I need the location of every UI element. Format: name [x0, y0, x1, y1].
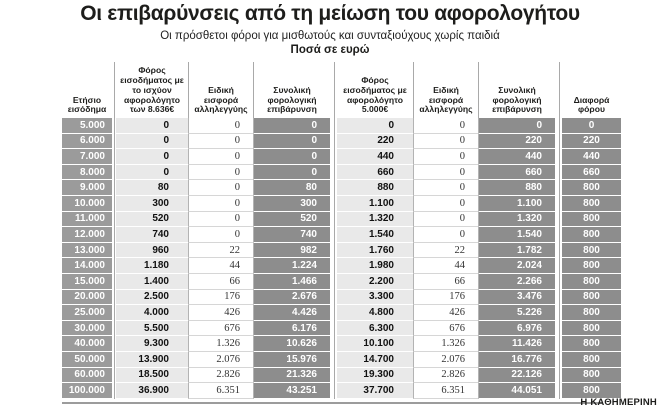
column-gap — [330, 274, 337, 290]
table-cell-col6: 6.976 — [479, 321, 555, 337]
table-cell-col1: 1.400 — [116, 274, 188, 290]
table-cell-col1: 300 — [116, 196, 188, 212]
column-gap — [555, 368, 562, 384]
table-row — [62, 383, 621, 399]
table-cell-col4: 19.300 — [337, 368, 413, 384]
table-row — [62, 165, 621, 181]
table-cell-col7: 800 — [562, 336, 621, 352]
table-cell-col5: 176 — [413, 290, 479, 306]
table-cell-col0: 5.000 — [62, 118, 112, 134]
column-gap — [330, 165, 337, 181]
table-cell-col3: 300 — [254, 196, 330, 212]
table-row — [62, 212, 621, 228]
table-cell-col0: 8.000 — [62, 165, 112, 181]
column-gap — [330, 305, 337, 321]
table-row — [62, 196, 621, 212]
column-gap — [330, 149, 337, 165]
table-cell-col5: 676 — [413, 321, 479, 337]
column-gap — [112, 290, 116, 306]
table-cell-col5: 6.351 — [413, 383, 479, 399]
table-row — [62, 352, 621, 368]
table-cell-col4: 1.540 — [337, 227, 413, 243]
table-cell-col0: 10.000 — [62, 196, 112, 212]
table-cell-col5: 426 — [413, 305, 479, 321]
table-cell-col4: 660 — [337, 165, 413, 181]
table-cell-col0: 11.000 — [62, 212, 112, 228]
column-gap — [330, 196, 337, 212]
table-cell-col0: 30.000 — [62, 321, 112, 337]
column-gap — [330, 383, 337, 399]
table-cell-col3: 0 — [254, 134, 330, 150]
table-cell-col2: 676 — [188, 321, 254, 337]
table-cell-col4: 220 — [337, 134, 413, 150]
table-cell-col7: 660 — [562, 165, 621, 181]
table-cell-col6: 1.320 — [479, 212, 555, 228]
table-cell-col1: 18.500 — [116, 368, 188, 384]
table-cell-col1: 5.500 — [116, 321, 188, 337]
column-gap — [112, 368, 116, 384]
table-cell-col5: 0 — [413, 134, 479, 150]
table-cell-col2: 0 — [188, 118, 254, 134]
table-cell-col7: 800 — [562, 212, 621, 228]
table-cell-col2: 1.326 — [188, 336, 254, 352]
table-cell-col4: 1.100 — [337, 196, 413, 212]
table-cell-col5: 66 — [413, 274, 479, 290]
table-cell-col0: 100.000 — [62, 383, 112, 399]
table-cell-col4: 3.300 — [337, 290, 413, 306]
column-gap — [112, 305, 116, 321]
table-cell-col2: 2.826 — [188, 368, 254, 384]
table-row — [62, 180, 621, 196]
table-cell-col7: 800 — [562, 290, 621, 306]
table-row — [62, 243, 621, 259]
table-cell-col4: 37.700 — [337, 383, 413, 399]
table-cell-col5: 2.826 — [413, 368, 479, 384]
column-gap — [555, 165, 562, 181]
table-row — [62, 134, 621, 150]
column-gap — [555, 274, 562, 290]
column-gap — [112, 118, 116, 134]
column-gap — [555, 243, 562, 259]
column-header-tax-5000: Φόρος εισοδήματος με αφορολόγητο 5.000€ — [343, 75, 407, 115]
table-cell-col4: 1.980 — [337, 258, 413, 274]
column-gap — [330, 243, 337, 259]
table-cell-col7: 800 — [562, 321, 621, 337]
table-cell-col3: 0 — [254, 165, 330, 181]
table-cell-col4: 440 — [337, 149, 413, 165]
column-header-solidarity-levy-2: Ειδική εισφορά αλληλεγγύης — [413, 62, 479, 118]
table-cell-col6: 16.776 — [479, 352, 555, 368]
column-gap — [330, 368, 337, 384]
table-cell-col7: 800 — [562, 383, 621, 399]
table-cell-col0: 50.000 — [62, 352, 112, 368]
table-cell-col0: 40.000 — [62, 336, 112, 352]
column-gap — [112, 321, 116, 337]
table-cell-col0: 15.000 — [62, 274, 112, 290]
column-gap — [112, 196, 116, 212]
column-gap — [330, 336, 337, 352]
table-cell-col4: 0 — [337, 118, 413, 134]
table-cell-col3: 2.676 — [254, 290, 330, 306]
table-cell-col7: 800 — [562, 305, 621, 321]
table-cell-col6: 440 — [479, 149, 555, 165]
column-header-tax-current-8636: Φόρος εισοδήματος με το ισχύον αφορολόγητο των 8.636€ — [120, 65, 184, 115]
page-title: Οι επιβαρύνσεις από τη μείωση του αφορολογήτου — [80, 2, 580, 25]
table-cell-col5: 0 — [413, 180, 479, 196]
column-gap — [112, 180, 116, 196]
column-gap — [112, 336, 116, 352]
column-gap — [112, 352, 116, 368]
table-cell-col3: 1.466 — [254, 274, 330, 290]
column-gap — [555, 352, 562, 368]
footer-divider — [62, 402, 602, 404]
column-gap — [555, 321, 562, 337]
table-cell-col3: 1.224 — [254, 258, 330, 274]
column-gap — [555, 149, 562, 165]
table-cell-col6: 660 — [479, 165, 555, 181]
table-cell-col1: 9.300 — [116, 336, 188, 352]
table-cell-col0: 7.000 — [62, 149, 112, 165]
table-cell-col3: 982 — [254, 243, 330, 259]
column-gap — [330, 227, 337, 243]
column-gap — [555, 336, 562, 352]
table-cell-col0: 9.000 — [62, 180, 112, 196]
table-cell-col2: 66 — [188, 274, 254, 290]
table-row — [62, 227, 621, 243]
table-cell-col5: 1.326 — [413, 336, 479, 352]
table-cell-col4: 6.300 — [337, 321, 413, 337]
table-cell-col5: 0 — [413, 227, 479, 243]
table-cell-col1: 960 — [116, 243, 188, 259]
table-cell-col3: 520 — [254, 212, 330, 228]
table-cell-col6: 1.100 — [479, 196, 555, 212]
table-cell-col3: 80 — [254, 180, 330, 196]
table-row — [62, 368, 621, 384]
table-cell-col5: 0 — [413, 196, 479, 212]
column-gap — [555, 305, 562, 321]
column-gap — [112, 149, 116, 165]
table-cell-col5: 2.076 — [413, 352, 479, 368]
table-cell-col6: 880 — [479, 180, 555, 196]
table-cell-col1: 13.900 — [116, 352, 188, 368]
table-cell-col4: 880 — [337, 180, 413, 196]
table-cell-col1: 1.180 — [116, 258, 188, 274]
table-cell-col0: 6.000 — [62, 134, 112, 150]
column-header-tax-difference: Διαφορά φόρου — [573, 94, 610, 115]
table-cell-col3: 10.626 — [254, 336, 330, 352]
table-cell-col5: 0 — [413, 118, 479, 134]
table-cell-col6: 11.426 — [479, 336, 555, 352]
column-gap — [330, 290, 337, 306]
column-gap — [112, 383, 116, 399]
column-gap — [330, 212, 337, 228]
table-row — [62, 118, 621, 134]
column-gap — [555, 134, 562, 150]
column-gap — [555, 258, 562, 274]
table-cell-col1: 0 — [116, 165, 188, 181]
table-cell-col2: 0 — [188, 180, 254, 196]
table-cell-col0: 12.000 — [62, 227, 112, 243]
column-header-total-burden-2: Συνολική φορολογική επιβάρυνση — [492, 84, 542, 115]
table-cell-col6: 22.126 — [479, 368, 555, 384]
table-cell-col1: 2.500 — [116, 290, 188, 306]
table-row — [62, 149, 621, 165]
tax-table — [62, 62, 621, 399]
table-cell-col1: 740 — [116, 227, 188, 243]
table-cell-col0: 60.000 — [62, 368, 112, 384]
table-cell-col4: 4.800 — [337, 305, 413, 321]
table-cell-col2: 2.076 — [188, 352, 254, 368]
table-cell-col3: 21.326 — [254, 368, 330, 384]
table-cell-col7: 800 — [562, 352, 621, 368]
units-label: Ποσά σε ευρώ — [290, 44, 370, 56]
table-cell-col7: 800 — [562, 274, 621, 290]
table-cell-col2: 22 — [188, 243, 254, 259]
table-cell-col3: 6.176 — [254, 321, 330, 337]
table-cell-col3: 4.426 — [254, 305, 330, 321]
table-row — [62, 336, 621, 352]
table-cell-col4: 14.700 — [337, 352, 413, 368]
table-cell-col2: 0 — [188, 149, 254, 165]
table-cell-col6: 220 — [479, 134, 555, 150]
table-cell-col1: 0 — [116, 134, 188, 150]
column-gap — [330, 180, 337, 196]
table-cell-col6: 2.024 — [479, 258, 555, 274]
table-cell-col6: 1.540 — [479, 227, 555, 243]
table-cell-col4: 10.100 — [337, 336, 413, 352]
table-cell-col7: 800 — [562, 196, 621, 212]
column-gap — [112, 227, 116, 243]
table-cell-col7: 440 — [562, 149, 621, 165]
column-gap — [555, 180, 562, 196]
column-gap — [555, 212, 562, 228]
table-header-row — [62, 62, 621, 118]
table-cell-col6: 3.476 — [479, 290, 555, 306]
table-cell-col3: 15.976 — [254, 352, 330, 368]
table-cell-col2: 0 — [188, 134, 254, 150]
table-cell-col2: 0 — [188, 165, 254, 181]
table-cell-col7: 800 — [562, 243, 621, 259]
table-cell-col2: 0 — [188, 212, 254, 228]
table-cell-col1: 520 — [116, 212, 188, 228]
column-gap — [112, 243, 116, 259]
column-header-total-burden-1: Συνολική φορολογική επιβάρυνση — [267, 84, 317, 115]
column-gap — [112, 258, 116, 274]
column-gap — [555, 227, 562, 243]
column-gap — [555, 196, 562, 212]
table-cell-col3: 740 — [254, 227, 330, 243]
table-cell-col2: 6.351 — [188, 383, 254, 399]
table-cell-col5: 22 — [413, 243, 479, 259]
table-cell-col2: 44 — [188, 258, 254, 274]
table-cell-col4: 1.760 — [337, 243, 413, 259]
table-cell-col7: 800 — [562, 180, 621, 196]
table-cell-col2: 176 — [188, 290, 254, 306]
table-cell-col0: 13.000 — [62, 243, 112, 259]
column-gap — [330, 352, 337, 368]
table-cell-col2: 0 — [188, 196, 254, 212]
column-gap — [112, 274, 116, 290]
column-header-annual-income: Ετήσιο εισόδημα — [67, 94, 107, 115]
table-row — [62, 258, 621, 274]
table-cell-col0: 25.000 — [62, 305, 112, 321]
table-cell-col3: 0 — [254, 149, 330, 165]
table-cell-col1: 0 — [116, 149, 188, 165]
publisher-credit: Η ΚΑΘΗΜΕΡΙΝΗ — [580, 397, 657, 408]
table-cell-col3: 43.251 — [254, 383, 330, 399]
table-cell-col7: 800 — [562, 258, 621, 274]
table-cell-col7: 800 — [562, 227, 621, 243]
table-cell-col5: 0 — [413, 149, 479, 165]
column-gap — [330, 134, 337, 150]
table-cell-col1: 36.900 — [116, 383, 188, 399]
table-cell-col3: 0 — [254, 118, 330, 134]
column-gap — [555, 118, 562, 134]
column-gap — [112, 165, 116, 181]
column-header-solidarity-levy-1: Ειδική εισφορά αλληλεγγύης — [188, 62, 254, 118]
table-cell-col2: 426 — [188, 305, 254, 321]
table-row — [62, 305, 621, 321]
table-cell-col1: 0 — [116, 118, 188, 134]
table-cell-col6: 1.782 — [479, 243, 555, 259]
table-cell-col0: 14.000 — [62, 258, 112, 274]
table-cell-col5: 0 — [413, 165, 479, 181]
table-body — [62, 118, 621, 399]
column-gap — [330, 258, 337, 274]
table-cell-col6: 2.266 — [479, 274, 555, 290]
column-gap — [330, 321, 337, 337]
table-cell-col4: 2.200 — [337, 274, 413, 290]
column-gap — [112, 134, 116, 150]
column-gap — [555, 383, 562, 399]
table-cell-col6: 5.226 — [479, 305, 555, 321]
table-cell-col5: 44 — [413, 258, 479, 274]
table-cell-col2: 0 — [188, 227, 254, 243]
table-cell-col5: 0 — [413, 212, 479, 228]
table-cell-col0: 20.000 — [62, 290, 112, 306]
table-row — [62, 321, 621, 337]
column-gap — [555, 62, 562, 118]
table-row — [62, 290, 621, 306]
table-cell-col4: 1.320 — [337, 212, 413, 228]
table-cell-col7: 220 — [562, 134, 621, 150]
column-gap — [555, 290, 562, 306]
table-cell-col6: 0 — [479, 118, 555, 134]
column-gap — [330, 118, 337, 134]
column-gap — [112, 212, 116, 228]
page-subtitle: Οι πρόσθετοι φόροι για μισθωτούς και συνταξιούχους χωρίς παιδιά — [160, 30, 500, 42]
column-gap — [112, 62, 116, 118]
table-cell-col1: 80 — [116, 180, 188, 196]
table-row — [62, 274, 621, 290]
table-cell-col7: 0 — [562, 118, 621, 134]
column-gap — [330, 62, 337, 118]
table-cell-col7: 800 — [562, 368, 621, 384]
table-cell-col6: 44.051 — [479, 383, 555, 399]
table-cell-col1: 4.000 — [116, 305, 188, 321]
